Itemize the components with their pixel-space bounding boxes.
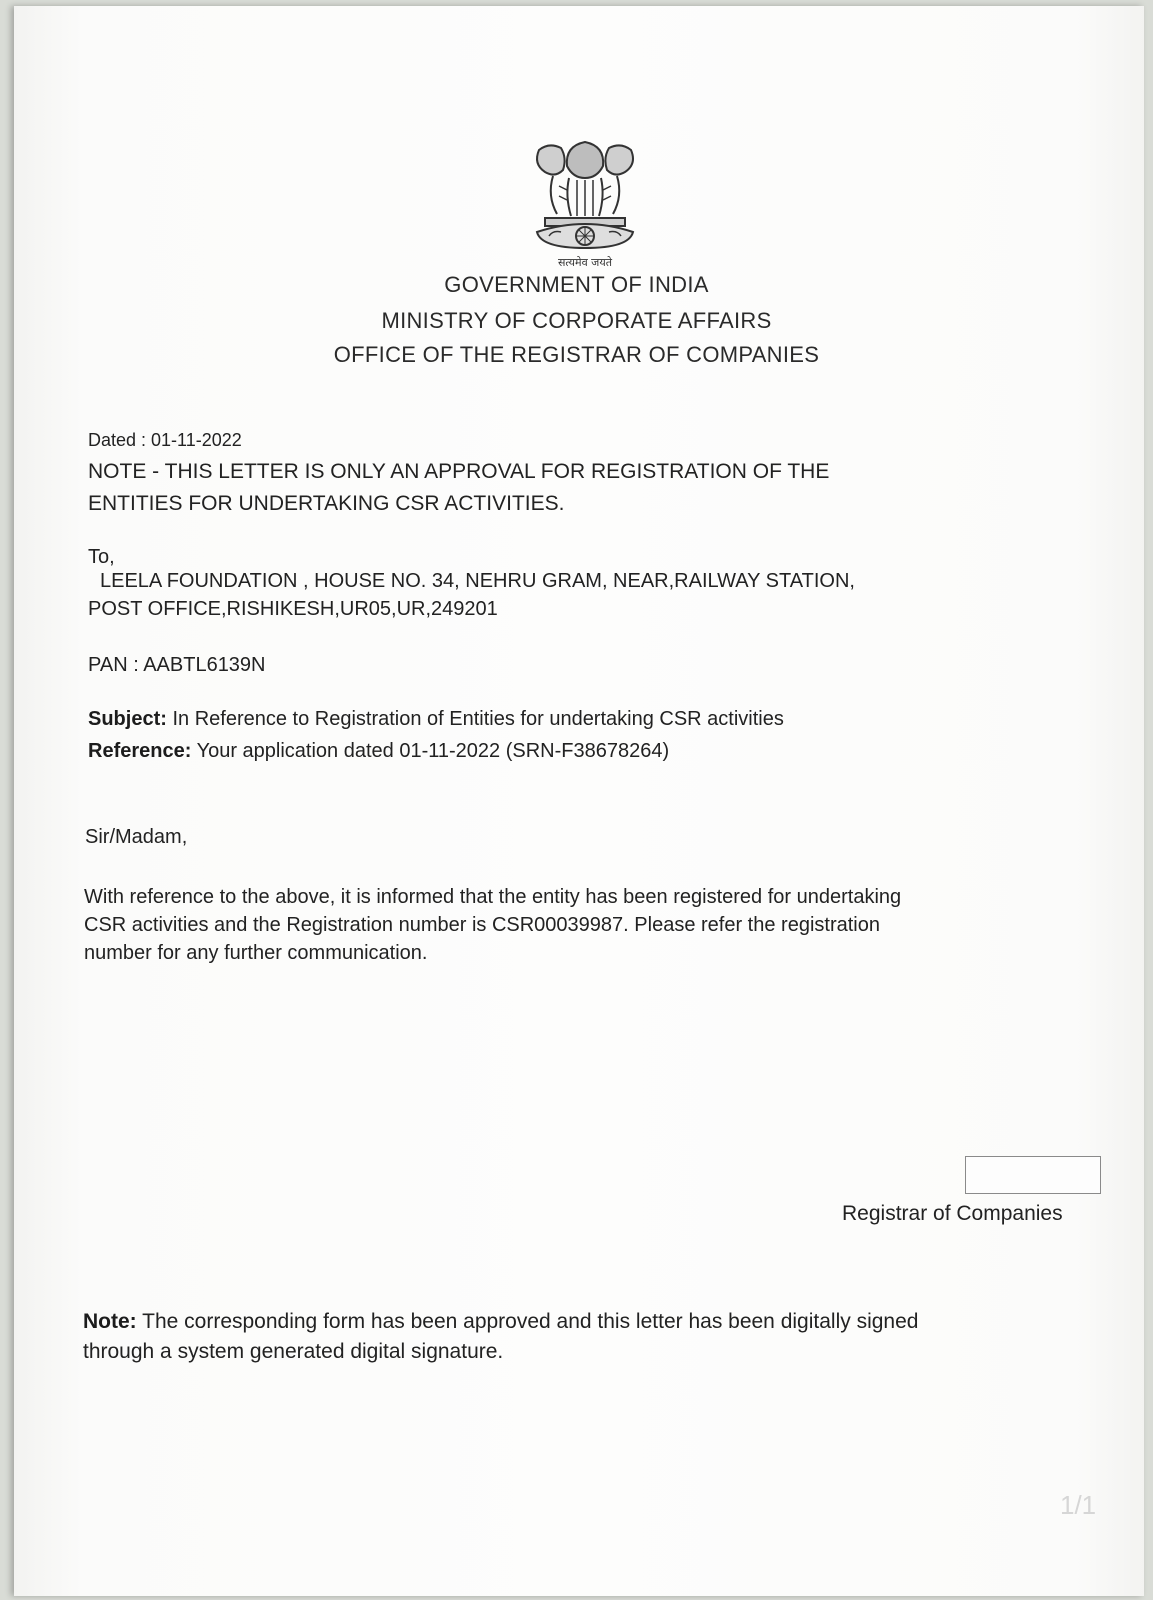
page-number: 1/1 [1060,1490,1097,1520]
recipient-address-line1: LEELA FOUNDATION , HOUSE NO. 34, NEHRU GRAM, NEAR,RAILWAY STATION, [100,570,855,592]
body-line2: CSR activities and the Registration number is CSR00039987. Please refer the registration [84,914,880,936]
national-emblem-icon [515,132,655,272]
footnote-line1 [83,1310,918,1334]
salutation: Sir/Madam, [85,826,188,848]
emblem-motto: सत्यमेव जयते [557,256,613,269]
footnote-text: The corresponding form has been approved and this letter has been digitally signed [136,1310,919,1333]
reference-label: Reference: [88,740,192,762]
subject-line [88,708,784,731]
footnote-label: Note: [83,1310,137,1333]
approval-note-line2: ENTITIES FOR UNDERTAKING CSR ACTIVITIES. [88,492,565,515]
digital-signature-box [965,1156,1101,1194]
footnote-line2: through a system generated digital signature. [83,1340,504,1363]
reference-text: Your application dated 01-11-2022 (SRN-F38678264) [191,740,670,762]
subject-label: Subject: [88,708,167,730]
header-ministry: MINISTRY OF CORPORATE AFFAIRS [381,308,772,333]
header-government: GOVERNMENT OF INDIA [444,272,709,297]
signatory-title: Registrar of Companies [842,1202,1063,1225]
approval-note-line1: NOTE - THIS LETTER IS ONLY AN APPROVAL FOR REGISTRATION OF THE [88,460,830,483]
letter-date: Dated : 01-11-2022 [88,430,242,450]
body-line1: With reference to the above, it is informed that the entity has been registered for undertaking [84,886,902,908]
reference-line [88,740,669,763]
recipient-address-line2: POST OFFICE,RISHIKESH,UR05,UR,249201 [88,598,498,620]
header-office: OFFICE OF THE REGISTRAR OF COMPANIES [333,342,820,367]
body-line3: number for any further communication. [84,942,428,964]
recipient-to: To, [88,546,115,568]
subject-text: In Reference to Registration of Entities for undertaking CSR activities [166,708,784,730]
pan-number: PAN : AABTL6139N [88,654,266,676]
